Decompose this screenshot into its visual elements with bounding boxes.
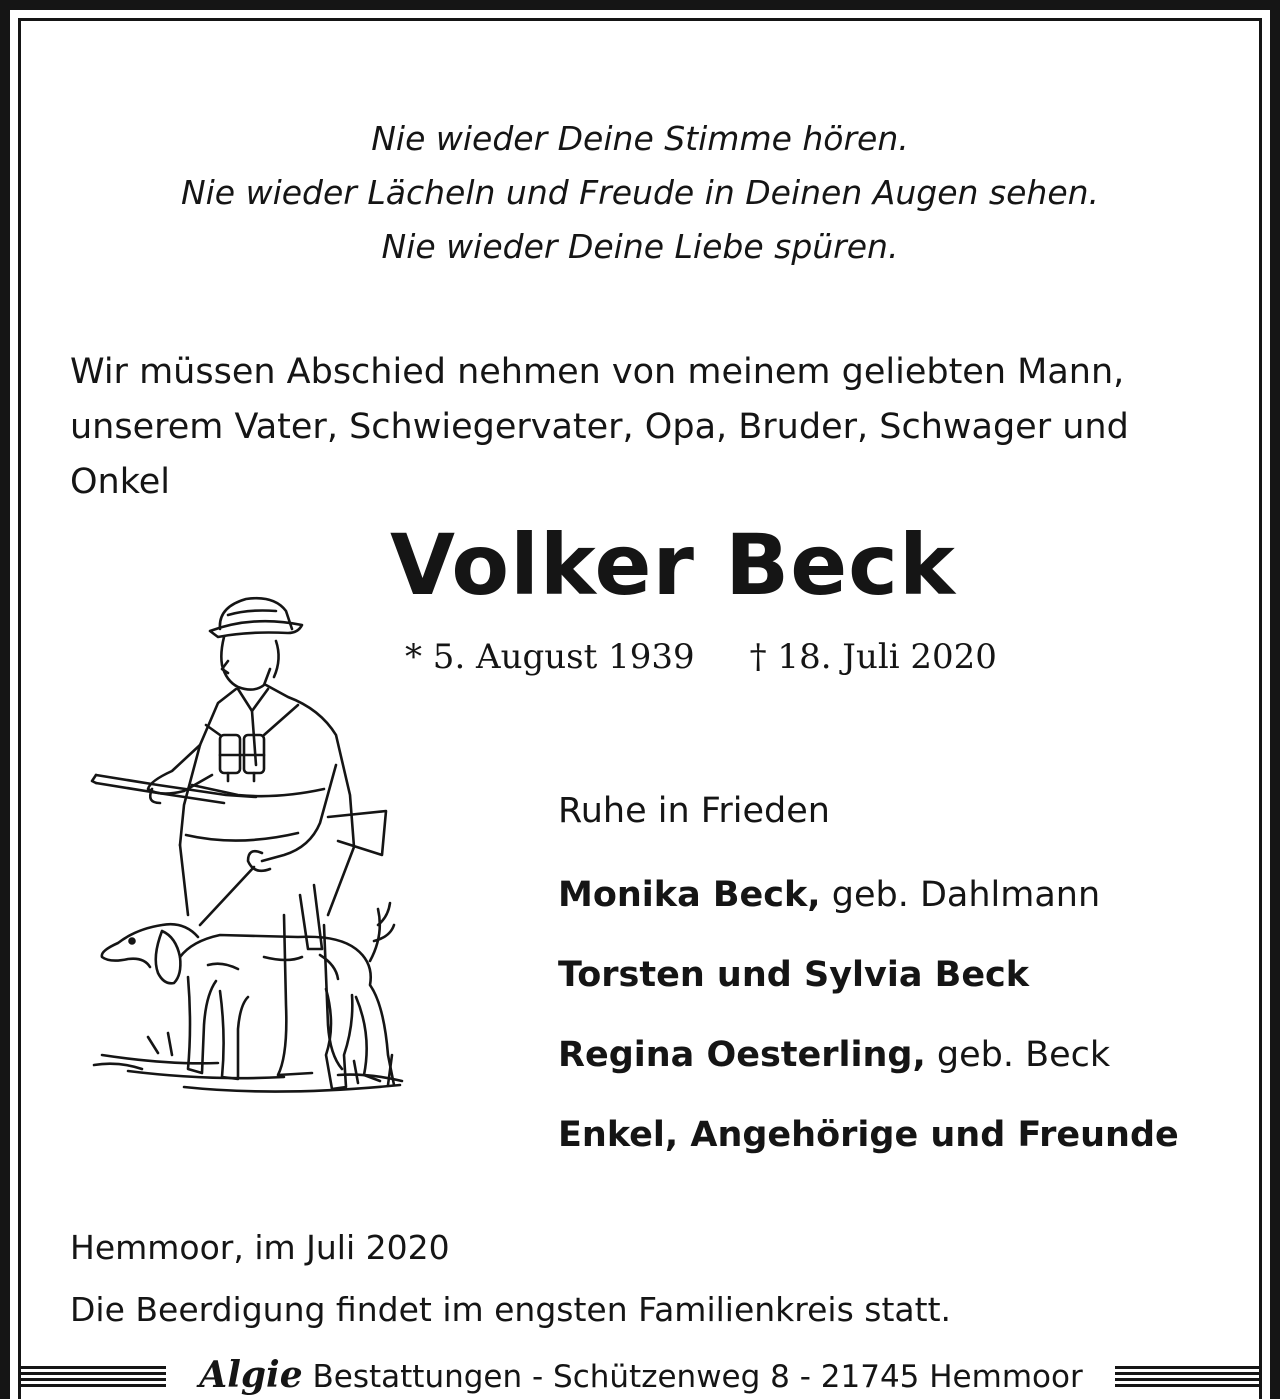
deceased-name: Volker Beck (390, 516, 956, 614)
signer-maiden-name: geb. Dahlmann (820, 875, 1101, 915)
funeral-home-logo: Algie (199, 1354, 303, 1396)
intro-text (70, 345, 1230, 510)
funeral-home-address: Bestattungen - Schützenweg 8 - 21745 Hemmoor (302, 1359, 1083, 1395)
footer-rule-left (21, 1366, 166, 1388)
signers (558, 782, 1179, 1186)
footer-rule-right (1115, 1366, 1259, 1388)
closing-text (70, 1217, 951, 1341)
poem-line: Nie wieder Deine Stimme hören. (371, 119, 909, 158)
signer-row (558, 1106, 1179, 1186)
death-date: † 18. Juli 2020 (749, 637, 997, 677)
intro-line: Wir müssen Abschied nehmen von meinem geliebten Mann, (70, 352, 1125, 392)
signer-name: Monika Beck, (558, 875, 821, 915)
rest-in-peace: Ruhe in Frieden (558, 791, 830, 831)
signer-maiden-name: geb. Beck (925, 1035, 1111, 1075)
signer-row (558, 946, 1179, 1026)
funeral-home-label (168, 1352, 1114, 1400)
poem-line: Nie wieder Deine Liebe spüren. (381, 227, 899, 266)
signer-row (558, 1026, 1179, 1106)
hunter-with-dog-illustration-icon (88, 585, 408, 1125)
signer-row (558, 866, 1179, 946)
signer-name: Enkel, Angehörige und Freunde (558, 1115, 1179, 1155)
life-dates (405, 632, 997, 682)
signer-name: Regina Oesterling, (558, 1035, 926, 1075)
poem-line: Nie wieder Lächeln und Freude in Deinen Augen sehen. (180, 173, 1100, 212)
funeral-note: Die Beerdigung findet im engsten Familienkreis statt. (70, 1290, 951, 1329)
birth-date: * 5. August 1939 (405, 637, 695, 677)
signer-name: Torsten und Sylvia Beck (558, 955, 1030, 995)
intro-line: Onkel (70, 462, 171, 502)
intro-line: unserem Vater, Schwiegervater, Opa, Bruder, Schwager und (70, 407, 1129, 447)
poem (0, 112, 1280, 274)
funeral-home-footer (0, 1352, 1280, 1399)
place-date: Hemmoor, im Juli 2020 (70, 1228, 450, 1267)
